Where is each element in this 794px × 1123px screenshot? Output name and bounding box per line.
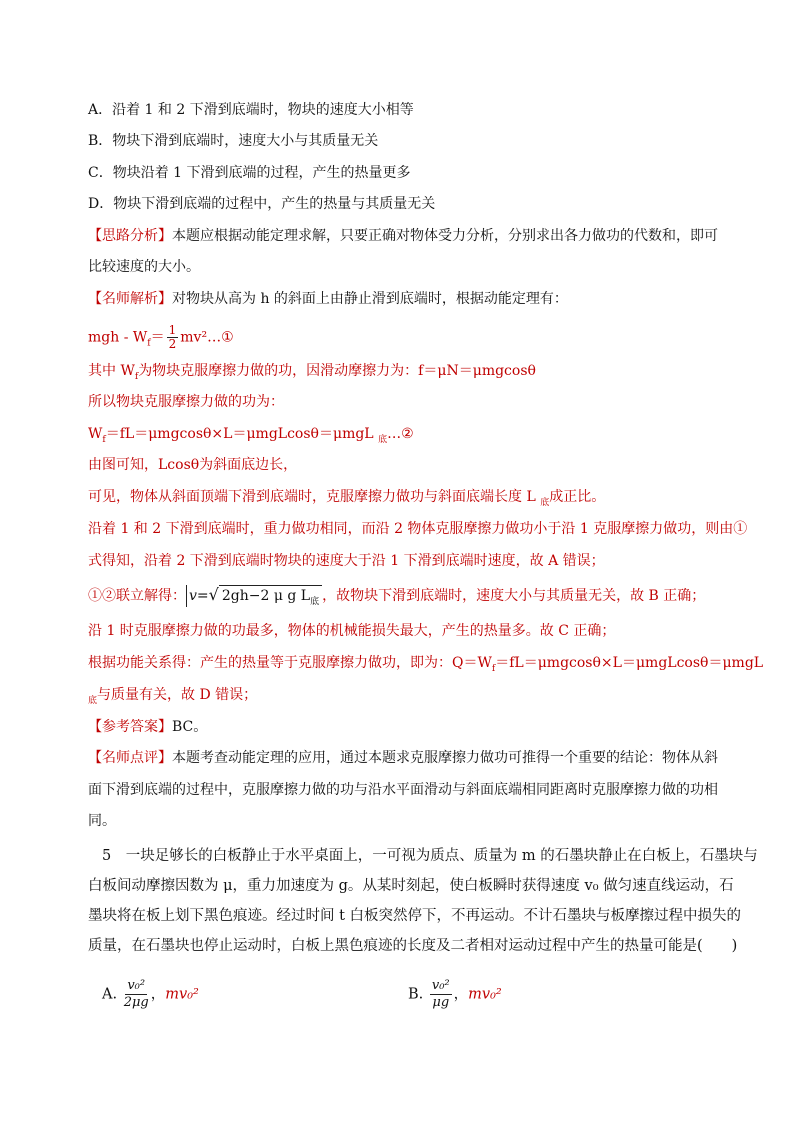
comment-text-1: 本题考查动能定理的应用，通过本题求克服摩擦力做功可推得一个重要的结论：物体从斜 bbox=[172, 750, 718, 766]
eq1-sub: f bbox=[147, 338, 151, 349]
explain-line-6: 由图可知，Lcosθ为斜面底边长， bbox=[88, 457, 298, 473]
comment-line-3: 同。 bbox=[88, 813, 116, 829]
explain-line-13 bbox=[88, 685, 257, 711]
formula-box-left bbox=[186, 585, 187, 607]
line5-sub: f bbox=[102, 434, 106, 445]
explain-line-3 bbox=[88, 361, 536, 387]
q5-opt-a-sep: ， bbox=[150, 986, 166, 1003]
q5-opt-b-val: mv₀² bbox=[468, 986, 502, 1003]
q5-line-2: 白板间动摩擦因数为 μ，重力加速度为 g。从某时刻起，使白板瞬时获得速度 v₀ 做匀速直线运动，石 bbox=[88, 878, 734, 894]
line3-sub: f bbox=[134, 371, 139, 382]
q5-opt-b-num: v₀² bbox=[431, 978, 450, 993]
explain-line-10 bbox=[88, 585, 705, 612]
option-a: A．沿着 1 和 2 下滑到底端时，物块的速度大小相等 bbox=[88, 102, 414, 118]
q5-option-b bbox=[408, 978, 502, 1011]
eq1-den: 2 bbox=[168, 337, 177, 351]
analysis-line-1 bbox=[88, 226, 718, 246]
line3-b: 为物块克服摩擦力做的功，因滑动摩擦力为：f＝μN＝μmgcosθ bbox=[138, 363, 536, 379]
q5-option-a bbox=[102, 978, 199, 1011]
eq1-left: mgh - W bbox=[88, 329, 148, 346]
line10-b: ，故物块下滑到底端时，速度大小与其质量无关，故 B 正确； bbox=[322, 588, 706, 604]
answer-text: BC。 bbox=[172, 719, 208, 735]
line12-a: 根据功能关系得：产生的热量等于克服摩擦力做功，即为：Q＝W bbox=[88, 655, 492, 671]
line5-sub2: 底 bbox=[378, 434, 388, 445]
explain-line-7 bbox=[88, 487, 605, 513]
option-c: C．物块沿着 1 下滑到底端的过程，产生的热量更多 bbox=[88, 165, 411, 181]
line5-b: ＝fL＝μmgcosθ×L＝μmgLcosθ＝μmgL bbox=[105, 426, 379, 442]
explain-line-9: 式得知，沿着 2 下滑到底端时物块的速度大于沿 1 下滑到底端时速度，故 A 错误； bbox=[88, 553, 605, 569]
line7-a: 可见，物体从斜面顶端下滑到底端时，克服摩擦力做功与斜面底端长度 L bbox=[88, 489, 541, 505]
q5-opt-a-fraction bbox=[124, 978, 149, 1011]
analysis-text-1: 本题应根据动能定理求解，只要正确对物体受力分析，分别求出各力做功的代数和，即可 bbox=[172, 228, 718, 244]
line12-b: ＝fL＝μmgcosθ×L＝μmgLcosθ＝μmgL bbox=[495, 655, 764, 671]
sqrt-radicand bbox=[219, 585, 322, 612]
option-b: B．物块下滑到底端时，速度大小与其质量无关 bbox=[88, 133, 379, 149]
comment-line-2: 面下滑到底端的过程中，克服摩擦力做的功与沿水平面滑动与斜面底端相同距离时克服摩擦力做的功相 bbox=[88, 782, 718, 798]
answer-label: 【参考答案】 bbox=[88, 719, 172, 735]
q5-opt-b-den: μg bbox=[432, 995, 450, 1010]
explain-line-8: 沿着 1 和 2 下滑到底端时，重力做功相同，而沿 2 物体克服摩擦力做功小于沿 1 克服摩擦力做功，则由① bbox=[88, 521, 748, 537]
explain-line-12 bbox=[88, 653, 763, 679]
line13-text: 与质量有关，故 D 错误； bbox=[97, 687, 258, 703]
line5-end: …② bbox=[387, 426, 414, 442]
eq1-eq: ＝ bbox=[150, 329, 165, 346]
sqrt-sign: √ bbox=[208, 585, 219, 604]
line10-a: ①②联立解得： bbox=[88, 588, 186, 604]
analysis-line-2: 比较速度的大小。 bbox=[88, 259, 200, 275]
q5-opt-a-num: v₀² bbox=[127, 978, 146, 993]
q5-line-4: 质量，在石墨块也停止运动时，白板上黑色痕迹的长度及二者相对运动过程中产生的热量可能是( ) bbox=[88, 938, 738, 954]
comment-label: 【名师点评】 bbox=[88, 750, 172, 766]
line12-sub: f bbox=[491, 663, 496, 674]
line5-a: W bbox=[88, 426, 103, 442]
explain-label: 【名师解析】 bbox=[88, 291, 172, 307]
q5-opt-b-sep: ， bbox=[453, 986, 469, 1003]
q5-opt-a-den: 2μg bbox=[123, 995, 149, 1010]
q5-opt-b-fraction bbox=[430, 978, 452, 1011]
line7-sub: 底 bbox=[540, 497, 550, 508]
explain-line-11: 沿 1 时克服摩擦力做的功最多，物体的机械能损失最大，产生的热量多。故 C 正确； bbox=[88, 623, 616, 639]
radicand-sub: 底 bbox=[310, 596, 320, 607]
analysis-label: 【思路分析】 bbox=[88, 228, 172, 244]
eq1-num: 1 bbox=[168, 323, 177, 337]
q5-line-3: 墨块将在板上划下黑色痕迹。经过时间 t 白板突然停下，不再运动。不计石墨块与板摩擦过程中损失的 bbox=[88, 908, 742, 924]
eq1-right: mv²…① bbox=[180, 329, 234, 346]
q5-opt-b-label: B. bbox=[408, 986, 424, 1003]
q5-opt-a-label: A. bbox=[102, 986, 118, 1003]
line3-a: 其中 W bbox=[88, 363, 135, 379]
radicand-text: 2gh−2 μ g L bbox=[221, 588, 311, 604]
equation-1 bbox=[88, 324, 234, 353]
line7-end: 成正比。 bbox=[549, 489, 606, 505]
explain-line-1 bbox=[88, 289, 568, 309]
explain-text: 对物块从高为 h 的斜面上由静止滑到底端时，根据动能定理有： bbox=[172, 291, 568, 307]
line10-v: v= bbox=[189, 588, 209, 604]
explain-line-5 bbox=[88, 424, 414, 450]
q5-opt-a-val: mv₀² bbox=[165, 986, 199, 1003]
explain-line-4: 所以物块克服摩擦力做的功为： bbox=[88, 394, 284, 410]
answer-line bbox=[88, 717, 207, 737]
line13-sub: 底 bbox=[88, 695, 98, 706]
eq1-fraction bbox=[167, 324, 179, 351]
option-d: D．物块下滑到底端的过程中，产生的热量与其质量无关 bbox=[88, 196, 436, 212]
comment-line-1 bbox=[88, 748, 718, 768]
q5-line-1: 5 一块足够长的白板静止于水平桌面上，一可视为质点、质量为 m 的石墨块静止在白板上，石墨块与 bbox=[102, 848, 758, 864]
